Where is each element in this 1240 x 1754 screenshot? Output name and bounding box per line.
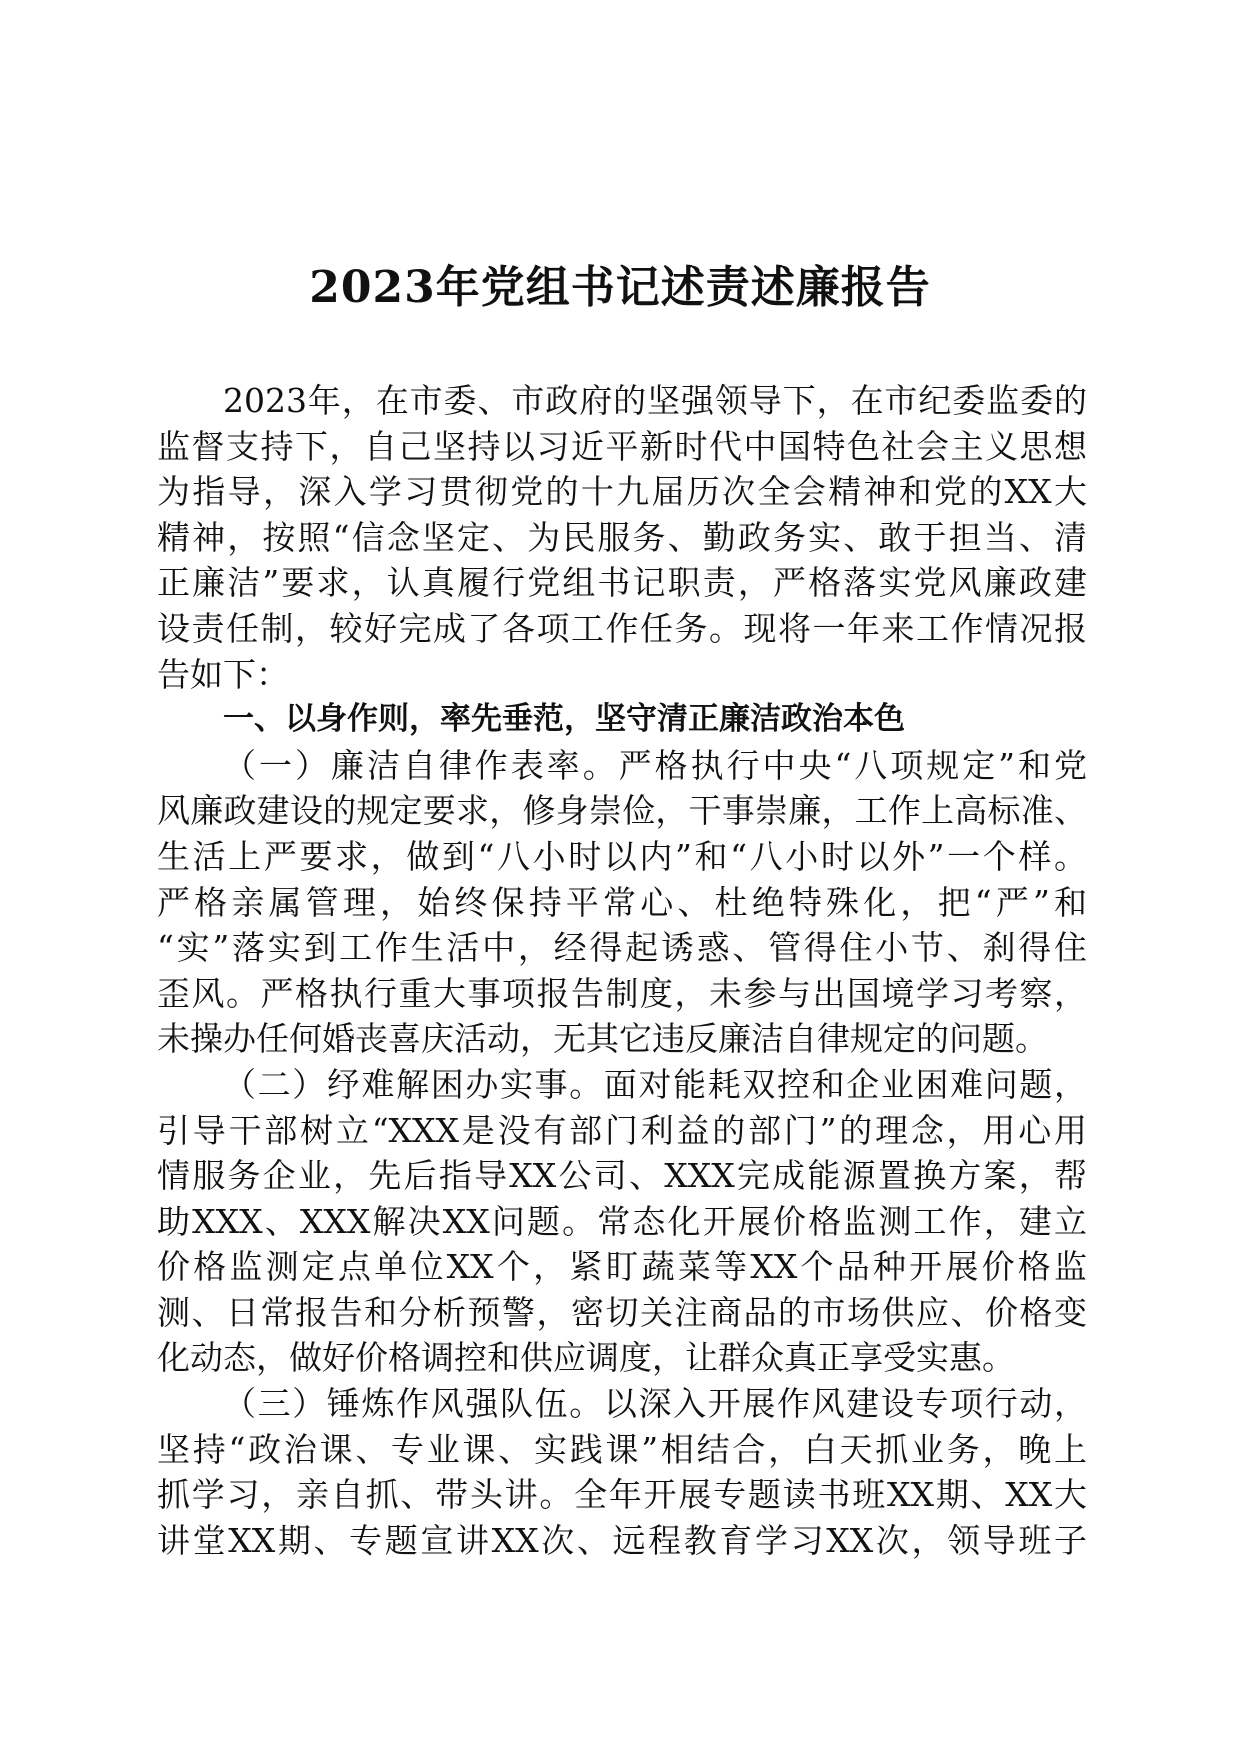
document-body — [157, 378, 1087, 1563]
body-line: 正廉洁”要求，认真履行党组书记职责，严格落实党风廉政建 — [157, 563, 1087, 603]
document-title: 2023年党组书记述责述廉报告 — [309, 262, 931, 313]
body-line: 情服务企业，先后指导XX公司、XXX完成能源置换方案，帮 — [157, 1156, 1087, 1196]
section-heading: 一、以身作则，率先垂范，坚守清正廉洁政治本色 — [223, 701, 905, 738]
body-line: 坚持“政治课、专业课、实践课”相结合，白天抓业务，晚上 — [157, 1429, 1087, 1469]
body-line: 生活上严要求，做到“八小时以内”和“八小时以外”一个样。 — [157, 836, 1087, 876]
body-line: 告如下： — [157, 654, 289, 694]
body-line: 价格监测定点单位XX个，紧盯蔬菜等XX个品种开展价格监 — [157, 1247, 1087, 1287]
body-line: “实”落实到工作生活中，经得起诱惑、管得住小节、刹得住 — [157, 928, 1087, 968]
body-line: 为指导，深入学习贯彻党的十九届历次全会精神和党的XX大 — [157, 472, 1087, 512]
body-line: 未操办任何婚丧喜庆活动，无其它违反廉洁自律规定的问题。 — [157, 1019, 1048, 1059]
body-line: 精神，按照“信念坚定、为民服务、勤政务实、敢于担当、清 — [157, 517, 1087, 557]
body-line: 测、日常报告和分析预警，密切关注商品的市场供应、价格变 — [157, 1292, 1087, 1332]
body-line: 风廉政建设的规定要求，修身崇俭，干事崇廉，工作上高标准、 — [157, 791, 1087, 831]
body-line: 引导干部树立“XXX是没有部门利益的部门”的理念，用心用 — [157, 1110, 1087, 1150]
body-line: 监督支持下，自己坚持以习近平新时代中国特色社会主义思想 — [157, 426, 1087, 466]
body-line: 化动态，做好价格调控和供应调度，让群众真正享受实惠。 — [157, 1338, 1015, 1378]
body-line: 抓学习，亲自抓、带头讲。全年开展专题读书班XX期、XX大 — [157, 1475, 1087, 1515]
body-line: （三）锤炼作风强队伍。以深入开展作风建设专项行动， — [223, 1384, 1087, 1424]
body-line: 歪风。严格执行重大事项报告制度，未参与出国境学习考察， — [157, 973, 1087, 1013]
body-line: （一）廉洁自律作表率。严格执行中央“八项规定”和党 — [223, 745, 1087, 785]
body-line: （二）纾难解困办实事。面对能耗双控和企业困难问题， — [223, 1064, 1087, 1104]
body-line: 助XXX、XXX解决XX问题。常态化开展价格监测工作，建立 — [157, 1201, 1087, 1241]
body-line: 设责任制，较好完成了各项工作任务。现将一年来工作情况报 — [157, 608, 1087, 648]
body-line: 严格亲属管理，始终保持平常心、杜绝特殊化，把“严”和 — [157, 882, 1087, 922]
body-line: 2023年，在市委、市政府的坚强领导下，在市纪委监委的 — [223, 381, 1087, 420]
body-line: 讲堂XX期、专题宣讲XX次、远程教育学习XX次，领导班子 — [157, 1520, 1087, 1560]
